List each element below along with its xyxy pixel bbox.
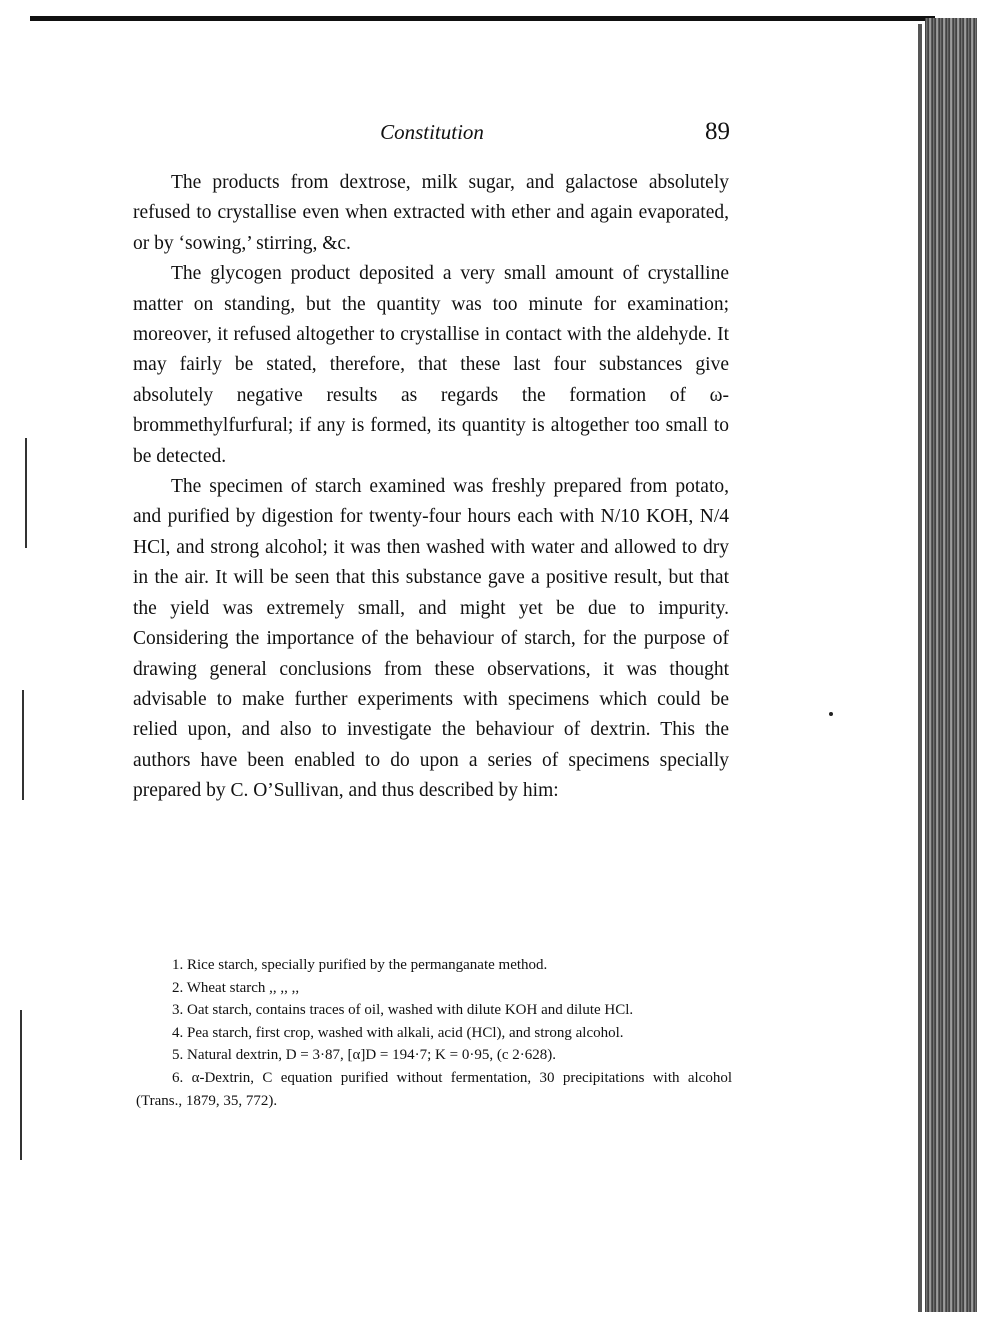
page-number: 89 xyxy=(705,118,730,145)
paragraph-starch: The specimen of starch examined was freshly prepared from potato, and purified by digestion for twenty-four hours each with N/10 KOH, N/4 HCl, and strong alcohol; it was then washed with water and allowed to dry in the air. It will be seen that this substance gave a positive result, but that the yield was extremely small, and might yet be due to impurity. Considering the importance of the behaviour of starch, for the purpose of drawing general conclusions from these observations, it was thought advisable to make further experiments with specimens which could be relied upon, and also to investigate the behaviour of dextrin. This the authors have been enabled to do upon a series of specimens specially prepared by C. O’Sullivan, and thus described by him: xyxy=(133,476,729,802)
specimen-item: 4. Pea starch, first crop, washed with alkali, acid (HCl), and strong alcohol. xyxy=(172,1024,624,1041)
book-spine-edge xyxy=(918,24,922,1312)
margin-mark xyxy=(20,1010,22,1160)
specimen-item: 1. Rice starch, specially purified by the permanganate method. xyxy=(172,957,548,973)
running-title: Constitution xyxy=(380,120,484,144)
paragraph-products: The products from dextrose, milk sugar, and galactose absolutely refused to crystallise even when extracted with ether and again evaporated, or by ‘sowing,’ stirring, &c. xyxy=(133,172,729,254)
margin-mark xyxy=(25,438,27,548)
book-spine-shadow xyxy=(925,18,977,1312)
running-header xyxy=(132,118,732,154)
specimen-item: 3. Oat starch, contains traces of oil, washed with dilute KOH and dilute HCl. xyxy=(172,1002,634,1019)
specimen-item: 2. Wheat starch ,, ,, ,, xyxy=(172,979,300,996)
page-top-rule xyxy=(30,16,935,21)
specimen-list xyxy=(136,954,732,1112)
paragraph-glycogen: The glycogen product deposited a very small amount of crystalline matter on standing, but the quantity was too minute for examination; moreover, it refused altogether to crystallise in contact with the aldehyde. It may fairly be stated, therefore, that these last four substances give absolutely negative results as regards the formation of ω-brommethylfurfural; if any is formed, its quantity is altogether too small to be detected. xyxy=(133,263,729,467)
specimen-item: 5. Natural dextrin, D = 3·87, [α]D = 194·7; K = 0·95, (c 2·628). xyxy=(172,1047,556,1064)
margin-mark xyxy=(22,690,24,800)
body-text xyxy=(133,168,729,807)
page-speck xyxy=(829,712,833,716)
specimen-item: 6. α-Dextrin, C equation purified without fermentation, 30 precipitations with alcohol (Trans., 1879, 35, 772). xyxy=(136,1069,732,1109)
